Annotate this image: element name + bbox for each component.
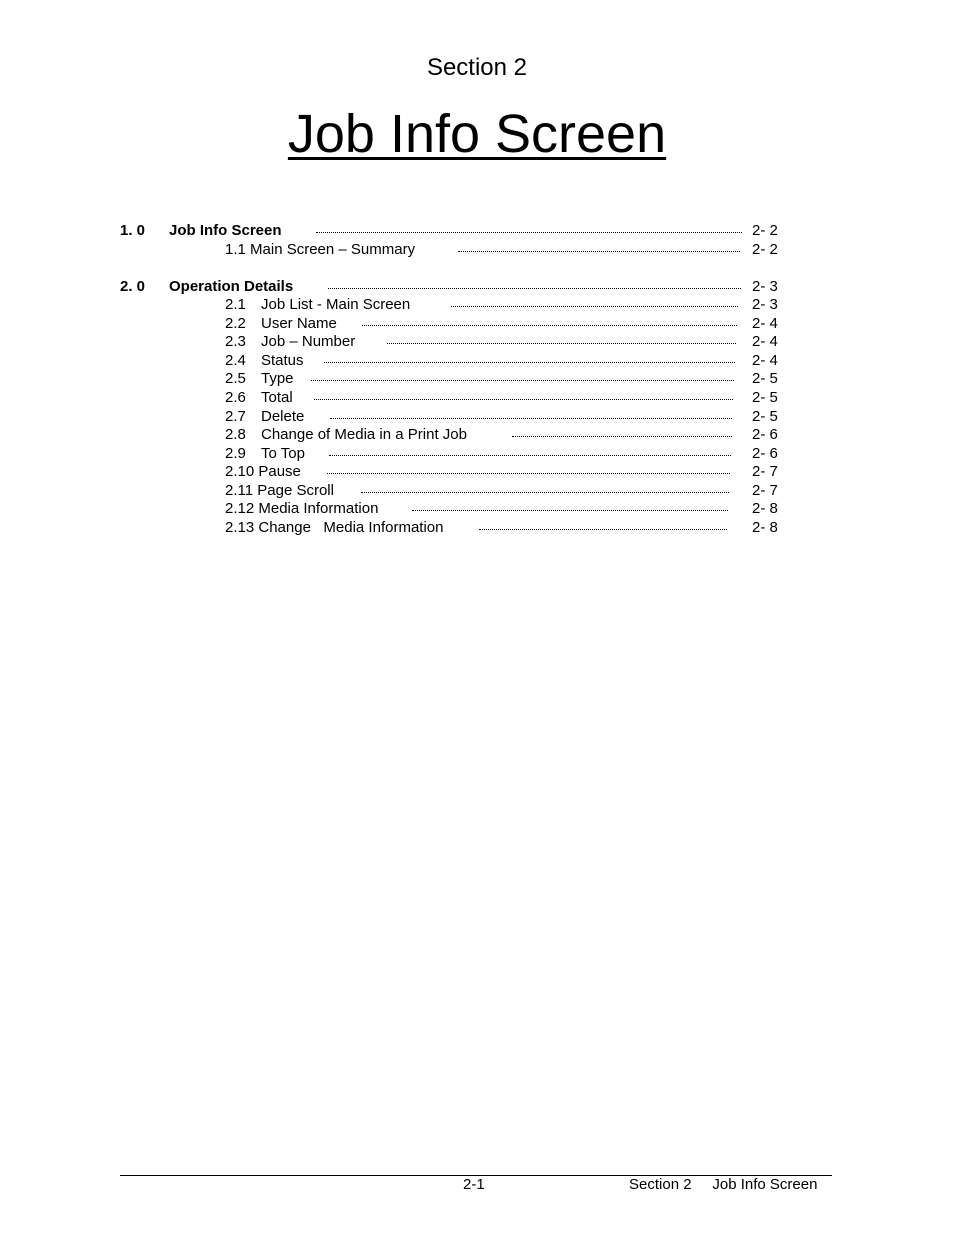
page-title-text: Job Info Screen xyxy=(287,104,667,164)
toc-entry-page: 2- 8 xyxy=(752,500,778,517)
toc-entry-page: 2- 6 xyxy=(752,445,778,462)
toc-entry-1-0[interactable] xyxy=(0,221,954,240)
toc-dot-leader xyxy=(512,436,732,437)
toc-entry-page: 2- 3 xyxy=(752,296,778,313)
toc-entry-title: 2.10 Pause xyxy=(225,463,301,480)
toc-entry-2-12[interactable] xyxy=(0,499,954,518)
toc-entry-number: 2.9 xyxy=(225,445,246,462)
toc-dot-leader xyxy=(327,473,730,474)
toc-entry-title: User Name xyxy=(261,315,337,332)
toc-entry-title: 1.1 Main Screen – Summary xyxy=(225,241,416,258)
toc-dot-leader xyxy=(361,492,729,493)
toc-entry-title: Operation Details xyxy=(169,278,294,295)
toc-entry-page: 2- 5 xyxy=(752,408,778,425)
toc-entry-page: 2- 5 xyxy=(752,370,778,387)
toc-entry-2-3[interactable] xyxy=(0,332,954,351)
toc-dot-leader xyxy=(387,343,736,344)
toc-entry-2-8[interactable] xyxy=(0,425,954,444)
toc-entry-title: Job Info Screen xyxy=(169,222,282,239)
toc-entry-number: 2.4 xyxy=(225,352,246,369)
page-title xyxy=(0,102,954,166)
toc-dot-leader xyxy=(329,455,731,456)
toc-entry-title: Job List - Main Screen xyxy=(261,296,411,313)
toc-entry-page: 2- 3 xyxy=(752,278,778,295)
toc-entry-number: 2. 0 xyxy=(120,278,146,295)
toc-entry-number: 1. 0 xyxy=(120,222,146,239)
toc-entry-page: 2- 8 xyxy=(752,519,778,536)
toc-entry-title: 2.12 Media Information xyxy=(225,500,379,517)
toc-entry-2-4[interactable] xyxy=(0,351,954,370)
toc-dot-leader xyxy=(316,232,742,233)
toc-entry-2-10[interactable] xyxy=(0,462,954,481)
toc-entry-2-9[interactable] xyxy=(0,444,954,463)
toc-entry-page: 2- 2 xyxy=(752,222,778,239)
toc-dot-leader xyxy=(311,380,734,381)
toc-dot-leader xyxy=(314,399,733,400)
toc-entry-page: 2- 7 xyxy=(752,482,778,499)
toc-entry-page: 2- 4 xyxy=(752,315,778,332)
toc-entry-1-1[interactable] xyxy=(0,240,954,259)
toc-dot-leader xyxy=(479,529,727,530)
toc-dot-leader xyxy=(328,288,741,289)
toc-dot-leader xyxy=(412,510,728,511)
toc-entry-page: 2- 2 xyxy=(752,241,778,258)
toc-entry-title: Change of Media in a Print Job xyxy=(261,426,467,443)
toc-dot-leader xyxy=(330,418,732,419)
toc-entry-title: Type xyxy=(261,370,294,387)
toc-entry-page: 2- 7 xyxy=(752,463,778,480)
toc-entry-number: 2.2 xyxy=(225,315,246,332)
toc-entry-title: Delete xyxy=(261,408,305,425)
toc-dot-leader xyxy=(458,251,740,252)
toc-entry-number: 2.3 xyxy=(225,333,246,350)
toc-entry-title: To Top xyxy=(261,445,305,462)
toc-entry-page: 2- 4 xyxy=(752,352,778,369)
toc-entry-number: 2.8 xyxy=(225,426,246,443)
toc-entry-2-0[interactable] xyxy=(0,277,954,296)
toc-dot-leader xyxy=(324,362,735,363)
toc-entry-page: 2- 6 xyxy=(752,426,778,443)
toc-entry-number: 2.6 xyxy=(225,389,246,406)
toc-entry-2-13[interactable] xyxy=(0,518,954,537)
toc-entry-page: 2- 4 xyxy=(752,333,778,350)
toc-entry-number: 2.1 xyxy=(225,296,246,313)
toc-entry-title: 2.11 Page Scroll xyxy=(225,482,334,499)
toc-entry-title: 2.13 Change Media Information xyxy=(225,519,444,536)
toc-entry-title: Status xyxy=(261,352,304,369)
toc-entry-2-5[interactable] xyxy=(0,369,954,388)
toc-entry-2-1[interactable] xyxy=(0,295,954,314)
toc-entry-number: 2.7 xyxy=(225,408,246,425)
toc-dot-leader xyxy=(451,306,738,307)
footer-section-title: Section 2 Job Info Screen xyxy=(629,1176,818,1193)
toc-entry-page: 2- 5 xyxy=(752,389,778,406)
toc-entry-2-11[interactable] xyxy=(0,481,954,500)
toc-entry-number: 2.5 xyxy=(225,370,246,387)
toc-entry-2-7[interactable] xyxy=(0,407,954,426)
section-label: Section 2 xyxy=(426,54,528,81)
toc-dot-leader xyxy=(362,325,737,326)
toc-entry-title: Job – Number xyxy=(261,333,356,350)
toc-entry-2-6[interactable] xyxy=(0,388,954,407)
toc-entry-2-2[interactable] xyxy=(0,314,954,333)
toc-entry-title: Total xyxy=(261,389,293,406)
footer-page-number: 2-1 xyxy=(463,1176,485,1193)
